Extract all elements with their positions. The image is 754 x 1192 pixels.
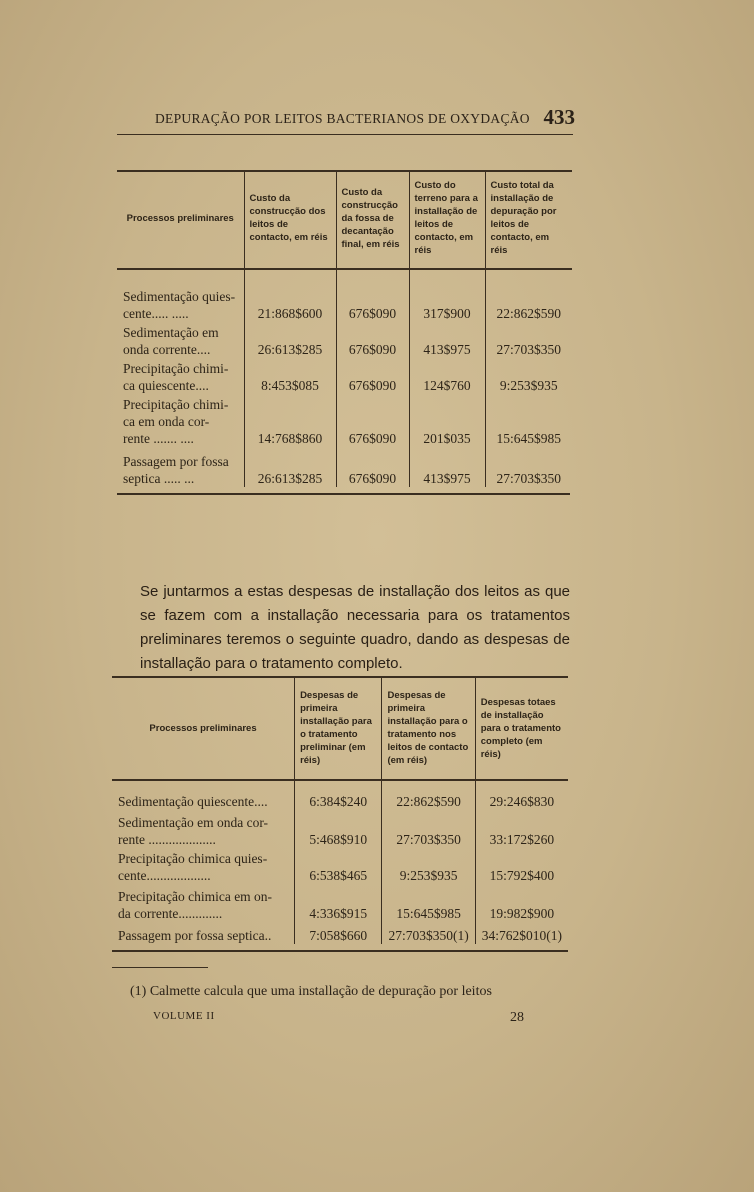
table-header-row [117,170,572,266]
column-header: Processos preliminares [126,212,234,224]
row-label [112,780,295,810]
row-label [112,810,295,848]
cell-value: 8:453$085 [244,358,336,394]
cell-value: 14:768$860 [244,394,336,447]
column-header: Despesas de primeira installação para o tratamento nos leitos de contacto (em réis) [382,676,475,780]
row-label-line: Sedimentação quies- [123,289,236,304]
column-header: Despesas totaes de installação para o tratamento completo (em réis) [475,676,568,780]
column-header: Custo da construcção dos leitos de contacto, em réis [244,170,336,266]
table-row [117,394,572,447]
row-label-line: septica ..... ... [123,471,195,486]
row-label-line: cente..... ..... [123,306,189,321]
table1-bottom-rule [117,493,570,495]
table-row [112,922,568,944]
cell-value: 676$090 [336,358,409,394]
cell-value: 4:336$915 [295,884,382,922]
row-label [112,848,295,884]
row-label-line: Precipitação chimica em on- [118,889,273,904]
table-row [112,810,568,848]
table-leitos-costs [117,170,572,487]
table-row [117,447,572,487]
row-label-line: rente .................... [118,832,216,847]
row-label [112,884,295,922]
body-paragraph: Se juntarmos a estas despesas de installação dos leitos as que se fazem com a installação necessaria para os tratamentos preliminares teremos o seguinte quadro, dando as despesas de installação para o tratamento completo. [140,583,570,672]
cell-value: 5:468$910 [295,810,382,848]
signature-mark: 28 [510,1010,524,1025]
cell-value: 9:253$935 [382,848,475,884]
cell-value: 27:703$350(1) [382,922,475,944]
row-label [117,358,244,394]
cell-value: 413$975 [409,447,485,487]
row-label [112,922,295,944]
row-label-line: Precipitação chimica quies- [118,851,268,866]
cell-value: 201$035 [409,394,485,447]
column-header: Custo total da installação de depuração por leitos de contacto, em réis [485,170,572,266]
row-label-line: Sedimentação em onda cor- [118,815,269,830]
cell-value: 6:384$240 [295,780,382,810]
table-row [112,848,568,884]
cell-value: 29:246$830 [475,780,568,810]
table-row [117,266,572,322]
table-row [112,780,568,810]
cell-value: 7:058$660 [295,922,382,944]
cell-value: 33:172$260 [475,810,568,848]
cell-value: 21:868$600 [244,266,336,322]
column-header: Custo do terreno para a installação de leitos de contacto, em réis [409,170,485,266]
column-header: Processos preliminares [149,722,257,734]
volume-label: VOLUME II [153,1010,215,1022]
cell-value: 413$975 [409,322,485,358]
row-label-line: Sedimentação quiescente.... [118,794,268,809]
cell-value: 676$090 [336,322,409,358]
row-label-line: Passagem por fossa septica.. [118,928,272,943]
cell-value: 15:792$400 [475,848,568,884]
row-label [117,447,244,487]
cell-value: 6:538$465 [295,848,382,884]
cell-value: 26:613$285 [244,447,336,487]
row-label-line: da corrente............. [118,906,223,921]
cell-value: 9:253$935 [485,358,572,394]
running-header [155,105,575,131]
table1-header-rule [117,268,572,270]
footnote: (1) Calmette calcula que uma installação de depuração por leitos [130,984,492,999]
table-row [112,884,568,922]
table-row [117,358,572,394]
table2-header-rule [112,779,568,781]
row-label-line: cente................... [118,868,211,883]
page-number: 433 [543,105,575,129]
cell-value: 124$760 [409,358,485,394]
row-label-line: Precipitação chimi- [123,397,229,412]
footnote-rule [112,967,208,968]
table2-bottom-rule [112,950,568,952]
row-label-line: ca em onda cor- [123,414,210,429]
cell-value: 676$090 [336,266,409,322]
row-label-line: Passagem por fossa [123,454,229,469]
table-row [117,322,572,358]
header-rule [117,134,573,135]
table-header-row [112,676,568,780]
row-label-line: ca quiescente.... [123,378,209,393]
cell-value: 26:613$285 [244,322,336,358]
cell-value: 22:862$590 [382,780,475,810]
cell-value: 22:862$590 [485,266,572,322]
cell-value: 27:703$350 [382,810,475,848]
cell-value: 15:645$985 [485,394,572,447]
cell-value: 27:703$350 [485,447,572,487]
row-label [117,322,244,358]
cell-value: 19:982$900 [475,884,568,922]
row-label-line: Precipitação chimi- [123,361,229,376]
cell-value: 317$900 [409,266,485,322]
row-label [117,394,244,447]
cell-value: 676$090 [336,447,409,487]
row-label [117,266,244,322]
row-label-line: rente ....... .... [123,431,194,446]
running-title: DEPURAÇÃO POR LEITOS BACTERIANOS DE OXYDAÇÃO [155,111,530,126]
table-total-costs [112,676,568,944]
cell-value: 34:762$010(1) [475,922,568,944]
cell-value: 676$090 [336,394,409,447]
cell-value: 27:703$350 [485,322,572,358]
column-header: Custo da construcção da fossa de decantação final, em réis [336,170,409,266]
row-label-line: onda corrente.... [123,342,211,357]
cell-value: 15:645$985 [382,884,475,922]
column-header: Despesas de primeira installação para o tratamento preliminar (em réis) [295,676,382,780]
row-label-line: Sedimentação em [123,325,219,340]
